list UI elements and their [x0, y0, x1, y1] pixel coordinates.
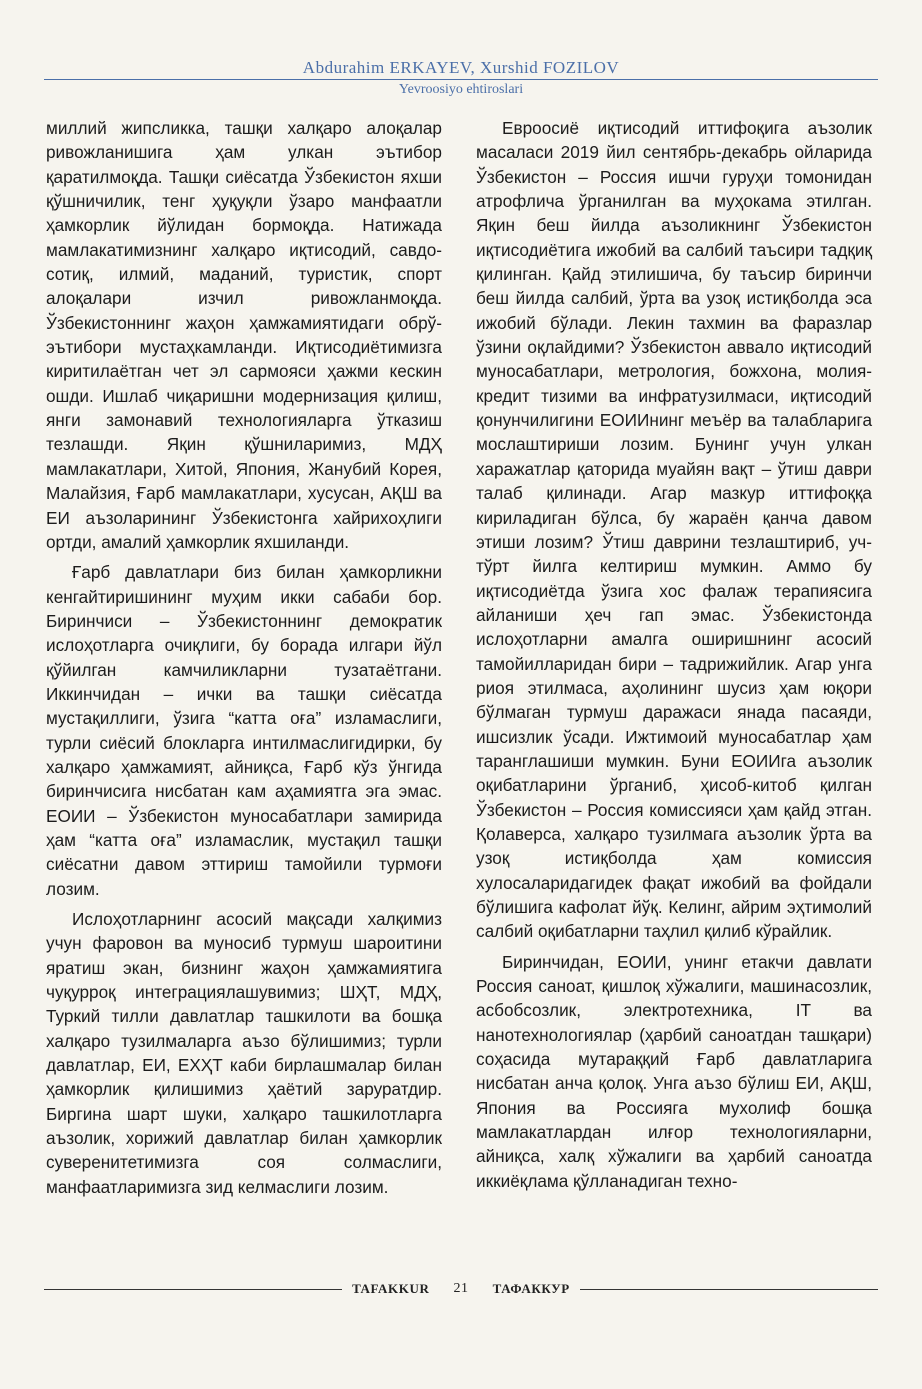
paragraph: Евроосиё иқтисодий иттифоқига аъзолик масаласи 2019 йил сентябрь-декабрь ойларида Ўзбекистон – Россия ишчи гуруҳи томонидан атрофлича ўрганилган ва муҳокама этилган. Яқин беш йилда аъзоликнинг Ўзбекистон иқтисодиётига ижобий ва салбий таъсири тадқиқ қилинган. Қайд этилишича, бу таъсир биринчи беш йилда салбий, ўрта ва узоқ истиқболда эса ижобий бўлади. Лекин тахмин ва фаразлар ўзини оқлайдими? Ўзбекистон аввало иқтисодий муносабатлари, метрология, божхона, молия-кредит тизими ва инфратузилмаси, иқтисодий қонунчилигини ЕОИИнинг меъёр ва талабларига мослаштириши лозим. Бунинг учун улкан харажатлар қаторида муайян вақт – ўтиш даври талаб қилинади. Агар мазкур иттифоққа кириладиган бўлса, бу жараён қанча давом этиши лозим? Ўтиш даврини тезлаштириб, уч-тўрт йилга келтириш мумкин. Аммо бу иқтисодиётда ўзига хос фалаж терапиясига айланиши ҳеч гап эмас. Ўзбекистонда ислоҳотларни амалга оширишнинг асосий тамойилларидан бири – тадрижийлик. Агар унга риоя этилмаса, аҳолининг шусиз ҳам юқори бўлмаган турмуш даражаси янада пасаяди, ишсизлик ўсади. Ижтимоий муносабатлар ҳам таранглашиши мумкин. Буни ЕОИИга аъзолик оқибатларини ўрганиб, ҳисоб-китоб қилган Ўзбекистон – Россия комиссияси ҳам қайд этган. Қолаверса, халқаро тузилмага аъзолик ўрта ва узоқ истиқболда ҳам комиссия хулосаларидагидек фақат ижобий ва фойдали бўлишига кафолат йўқ. Келинг, айрим эҳтимолий салбий оқибатларни таҳлил қилиб кўрайлик.	[476, 118, 872, 942]
header-authors: Abdurahim ERKAYEV, Xurshid FOZILOV	[302, 58, 620, 77]
page-footer	[44, 1281, 878, 1297]
running-header	[44, 58, 878, 98]
footer-rule-right	[580, 1289, 878, 1290]
header-rule	[44, 79, 878, 80]
right-column	[476, 116, 872, 1193]
paragraph: Ғарб давлатлари биз билан ҳамкорликни кенгайтиришининг муҳим икки сабаби бор. Биринчиси – Ўзбекистоннинг демократик ислоҳотларга очиқлиги, бу борада илгари йўл қўйилган камчиликларни тузатаётгани. Иккинчидан – ички ва ташқи сиёсатда мустақиллиги, ўзига “катта оға” изламаслиги, турли сиёсий блокларга интилмаслигидирки, бу халқаро ҳамжамият, айниқса, Ғарб кўз ўнгида биринчисига нисбатан кам аҳамиятга эга эмас. ЕОИИ – Ўзбекистон муносабатлари замирида ҳам “катта оға” изламаслик, мустақил ташқи сиёсатни давом эттириш тамойили турмоғи лозим.	[46, 562, 442, 899]
header-subtitle: Yevroosiyo ehtiroslari	[398, 82, 524, 97]
paragraph: Ислоҳотларнинг асосий мақсади халқимиз учун фаровон ва муносиб турмуш шароитини яратиш экан, бизнинг жаҳон ҳамжамиятига чуқурроқ интеграциялашувимиз; ШҲТ, МДҲ, Туркий тилли давлатлар ташкилоти ва бошқа халқаро тузилмаларга аъзо бўлишимиз; турли давлатлар, ЕИ, ЕХҲТ каби бирлашмалар билан ҳамкорлик қилишимиз ҳаётий заруратдир. Биргина шарт шуки, халқаро ташкилотларга аъзолик, хорижий давлатлар билан ҳамкорлик суверенитетимизга соя солмаслиги, манфаатларимизга зид келмаслиги лозим.	[46, 909, 442, 1197]
page-number: 21	[453, 1281, 469, 1296]
paragraph: Биринчидан, ЕОИИ, унинг етакчи давлати Россия саноат, қишлоқ хўжалиги, машинасозлик, асбобсозлик, электротехника, IT ва нанотехнологиялар (ҳарбий саноатдан ташқари) соҳасида мутараққий Ғарб давлатларига нисбатан анча қолоқ. Унга аъзо бўлиш ЕИ, АҚШ, Япония ва Россияга мухолиф бошқа мамлакатлардан илғор технологияларни, айниқса, халқ хўжалиги ва ҳарбий саноатда иккиёқлама қўлланадиган техно-	[476, 951, 872, 1191]
left-column	[46, 116, 442, 1199]
footer-label-latin: TAFAKKUR	[352, 1281, 430, 1296]
footer-rule-left	[44, 1289, 342, 1290]
paragraph: миллий жипсликка, ташқи халқаро алоқалар ривожланишига ҳам улкан эътибор қаратилмоқда. Ташқи сиёсатда Ўзбекистон яхши қўшничилик, тенг ҳуқуқли ўзаро манфаатли ҳамкорлик йўлидан бормоқда. Натижада мамлакатимизнинг халқаро иқтисодий, савдо-сотиқ, илмий, маданий, туристик, спорт алоқалари изчил ривожланмоқда. Ўзбекистоннинг жаҳон ҳамжамиятидаги обрў-эътибори мустаҳкамланди. Иқтисодиётимизга киритилаётган чет эл сармояси ҳажми кескин ошди. Ишлаб чиқаришни модернизация қилиш, янги замонавий технологияларга ўтказиш тезлашди. Яқин қўшниларимиз, МДҲ мамлакатлари, Хитой, Япония, Жанубий Корея, Малайзия, Ғарб мамлакатлари, хусусан, АҚШ ва ЕИ аъзоларининг Ўзбекистонга хайрихоҳлиги ортди, амалий ҳамкорлик яхшиланди.	[46, 118, 442, 552]
footer-label-cyrillic: ТАФАККУР	[492, 1281, 570, 1296]
